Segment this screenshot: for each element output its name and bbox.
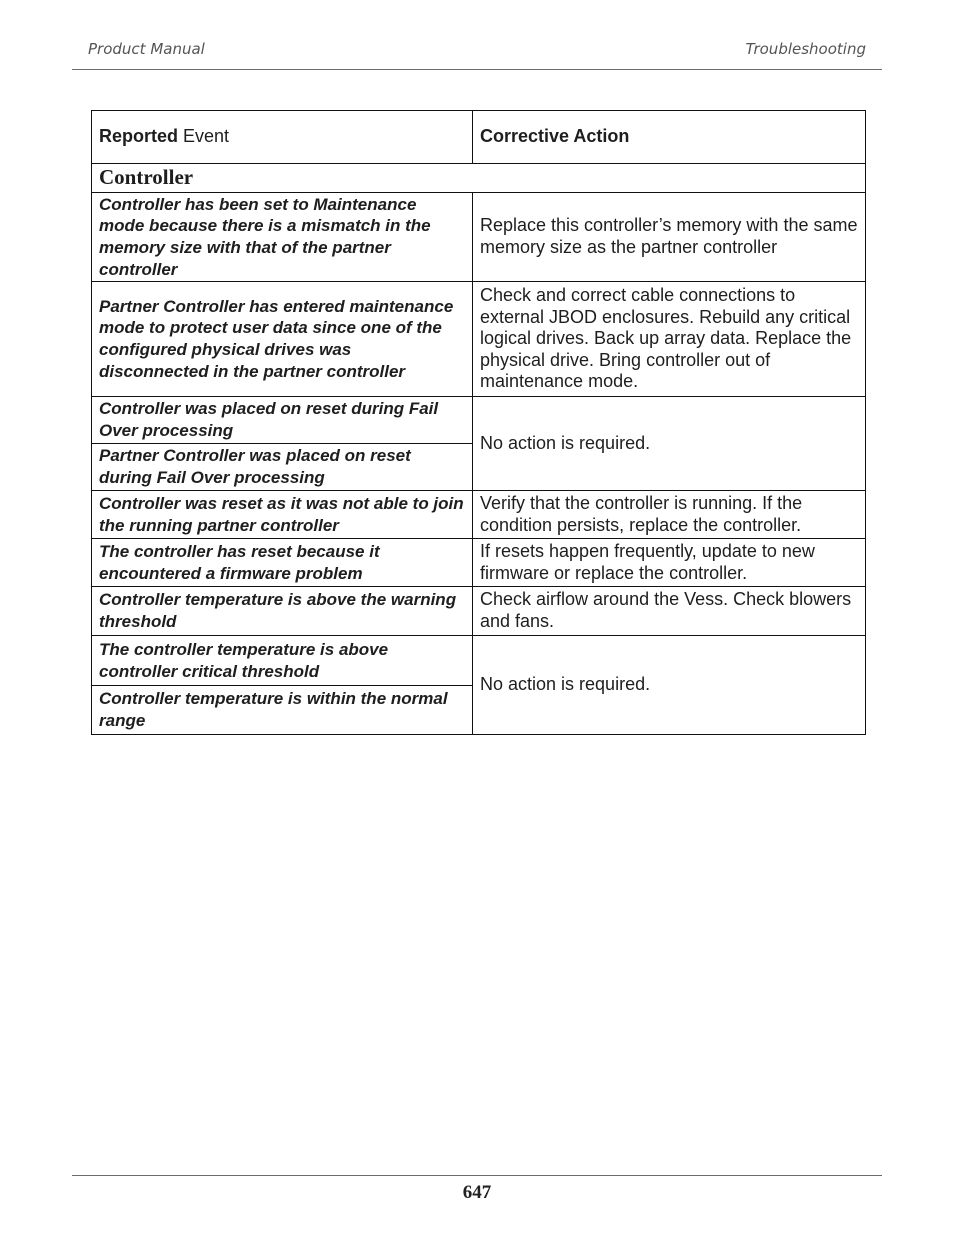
action-cell: Check and correct cable connections to external JBOD enclosures. Rebuild any critical logical drives. Back up array data. Replace the physical drive. Bring controller out of maintenance mode.: [473, 282, 866, 397]
event-cell: Controller was reset as it was not able to join the running partner controller: [92, 491, 473, 539]
event-cell: Controller temperature is above the warning threshold: [92, 587, 473, 636]
header-reported-event: [92, 111, 473, 164]
table-row: [92, 491, 866, 539]
header-corrective-action: Corrective Action: [473, 111, 866, 164]
event-cell: Partner Controller has entered maintenance mode to protect user data since one of the configured physical drives was disconnected in the partner controller: [92, 282, 473, 397]
table-row: [92, 397, 866, 444]
action-cell: Verify that the controller is running. If the condition persists, replace the controller.: [473, 491, 866, 539]
action-cell: Check airflow around the Vess. Check blowers and fans.: [473, 587, 866, 636]
table-row: [92, 636, 866, 686]
header-doc-title: Product Manual: [88, 40, 205, 58]
header-reported-bold: Reported: [99, 126, 179, 147]
table-row: [92, 282, 866, 397]
action-cell: Replace this controller’s memory with the same memory size as the partner controller: [473, 193, 866, 282]
event-cell: Controller was placed on reset during Fail Over processing: [92, 397, 473, 444]
events-table: [91, 110, 866, 735]
action-cell: If resets happen frequently, update to new firmware or replace the controller.: [473, 539, 866, 587]
table-row: [92, 539, 866, 587]
section-title: Controller: [92, 164, 866, 193]
page-header: [72, 0, 882, 70]
table-row: [92, 193, 866, 282]
section-row: [92, 164, 866, 193]
table-row: [92, 587, 866, 636]
event-cell: Controller has been set to Maintenance mode because there is a mismatch in the memory size with that of the partner controller: [92, 193, 473, 282]
action-cell: No action is required.: [473, 397, 866, 491]
event-cell: The controller has reset because it encountered a firmware problem: [92, 539, 473, 587]
event-cell: The controller temperature is above controller critical threshold: [92, 636, 473, 686]
event-cell: Controller temperature is within the normal range: [92, 686, 473, 735]
table-header-row: [92, 111, 866, 164]
header-section-title: Troubleshooting: [745, 40, 866, 58]
page-number: 647: [462, 1182, 492, 1203]
event-cell: Partner Controller was placed on reset during Fail Over processing: [92, 444, 473, 491]
header-event-text: Event: [178, 126, 230, 147]
action-cell: No action is required.: [473, 636, 866, 735]
page-footer: [72, 1175, 882, 1203]
